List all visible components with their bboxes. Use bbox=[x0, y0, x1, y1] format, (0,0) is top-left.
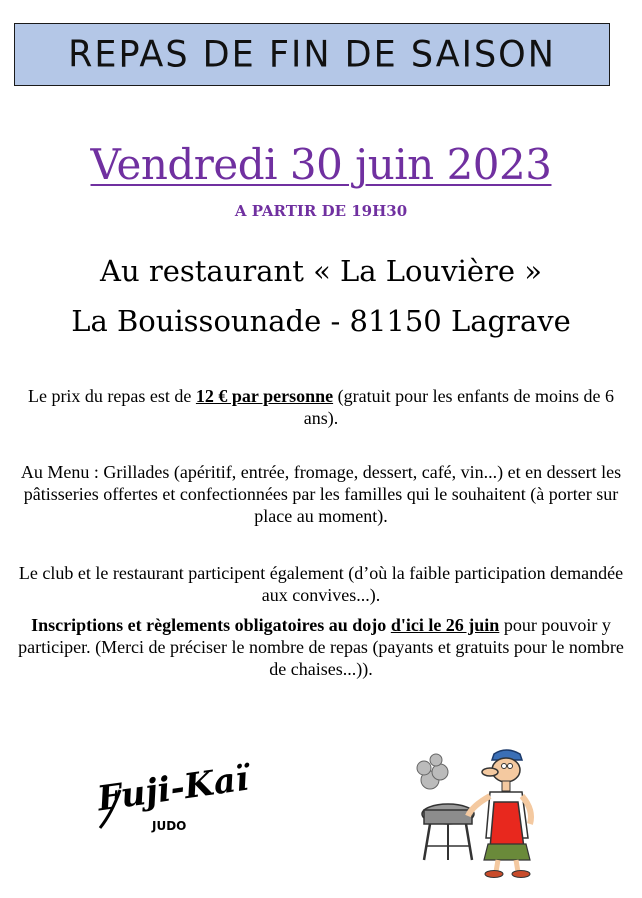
registration-bold: Inscriptions et règlements obligatoires au dojo bbox=[31, 615, 391, 635]
grill-icon bbox=[422, 804, 474, 860]
event-time: A PARTIR DE 19H30 bbox=[234, 202, 408, 220]
club-paragraph: Le club et le restaurant participent également (d’où la faible participation demandée aux convives...). bbox=[18, 563, 624, 605]
event-date bbox=[0, 140, 642, 189]
chef-figure bbox=[468, 750, 531, 878]
registration-deadline: d'ici le 26 juin bbox=[390, 615, 500, 635]
logo-subtitle: JUDO bbox=[152, 819, 187, 833]
fuji-kai-logo bbox=[92, 758, 252, 848]
registration-paragraph bbox=[10, 614, 632, 680]
price-intro: Le prix du repas est de bbox=[27, 386, 196, 406]
price-amount: 12 € par personne bbox=[195, 386, 334, 406]
barbecue-chef-illustration bbox=[410, 748, 552, 878]
title-banner bbox=[14, 23, 610, 86]
logo-name: Fuji-Kaï bbox=[94, 758, 252, 820]
price-paragraph bbox=[10, 385, 632, 429]
venue-address: La Bouissounade - 81150 Lagrave bbox=[71, 304, 571, 338]
price-note: (gratuit pour les enfants de moins de 6 ans). bbox=[303, 386, 615, 428]
smoke-icon bbox=[417, 754, 448, 789]
venue-name: Au restaurant « La Louvière » bbox=[100, 254, 542, 288]
event-date-text: Vendredi 30 juin 2023 bbox=[90, 140, 552, 189]
title-text: REPAS DE FIN DE SAISON bbox=[68, 33, 556, 76]
menu-paragraph: Au Menu : Grillades (apéritif, entrée, fromage, dessert, café, vin...) et en dessert les pâtisseries offertes et confectionnées par les familles qui le souhaitent (à porter sur place au moment). bbox=[20, 462, 622, 526]
registration-rest: pour pouvoir y participer. (Merci de préciser le nombre de repas (payants et gratuits pour le nombre de chaises...)). bbox=[18, 615, 624, 679]
